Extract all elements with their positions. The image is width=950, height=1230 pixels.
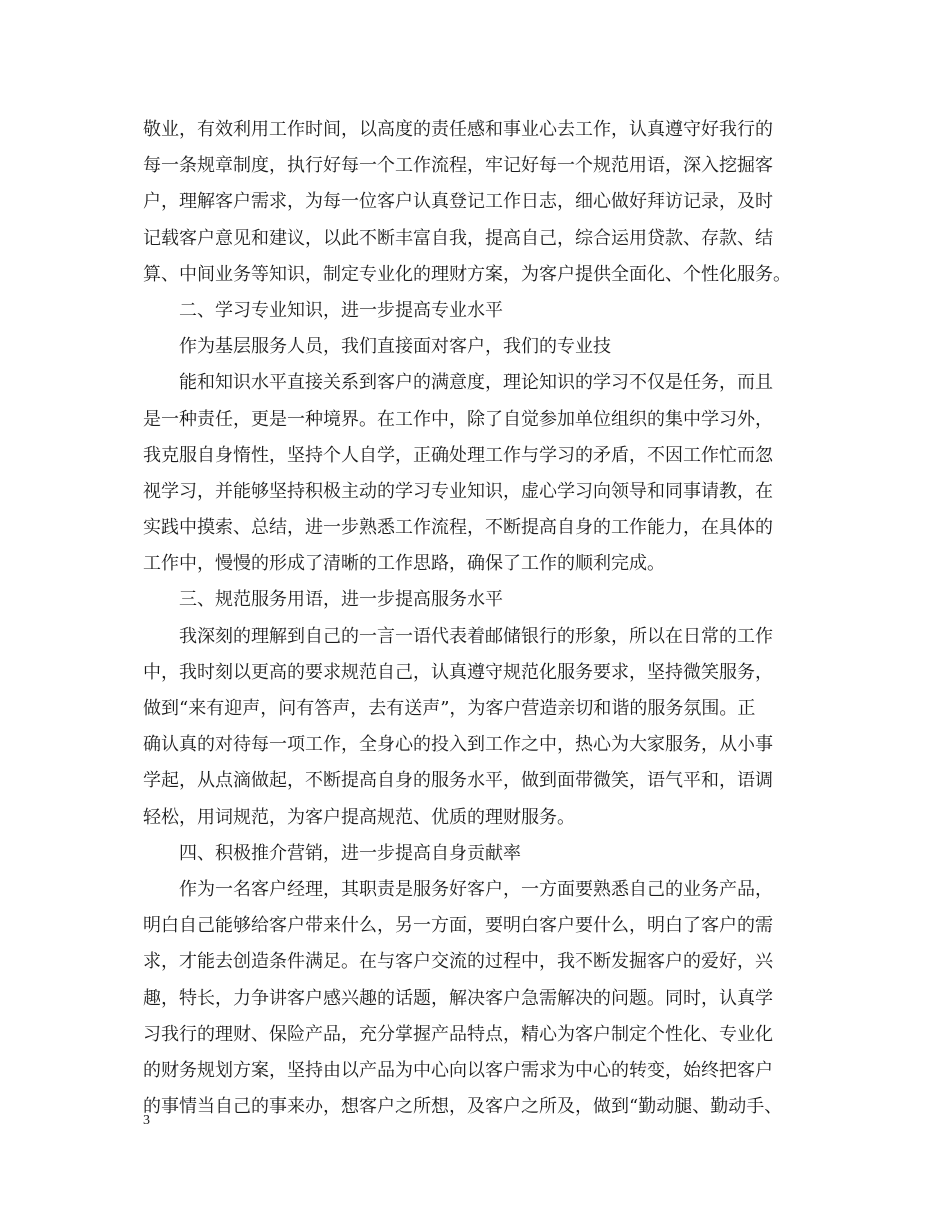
text-line: 作为一名客户经理，其职责是服务好客户，一方面要熟悉自己的业务产品， [179,878,773,900]
text-line: 做到“来有迎声，问有答声，去有送声”，为客户营造亲切和谐的服务氛围。正 [143,698,756,719]
text-line: 实践中摸索、总结，进一步熟悉工作流程，不断提高自身的工作能力，在具体的 [143,517,773,539]
text-line: 的事情当自己的事来办，想客户之所想，及客户之所及，做到“勤动腿、勤动手、 [143,1096,783,1118]
text-line: 中，我时刻以更高的要求规范自己，认真遵守规范化服务要求，坚持微笑服务， [143,661,773,683]
text-line: 每一条规章制度，执行好每一个工作流程，牢记好每一个规范用语，深入挖掘客 [143,155,773,177]
text-line: 求，才能去创造条件满足。在与客户交流的过程中，我不断发掘客户的爱好，兴 [143,951,773,973]
text-line: 明白自己能够给客户带来什么，另一方面，要明白客户要什么，明白了客户的需 [143,915,773,937]
text-line: 趣，特长，力争讲客户感兴趣的话题，解决客户急需解决的问题。同时，认真学 [143,987,773,1009]
page-number: 3 [143,1113,150,1128]
text-line: 习我行的理财、保险产品，充分掌握产品特点，精心为客户制定个性化、专业化 [143,1023,773,1045]
text-line: 四、积极推介营销，进一步提高自身贡献率 [179,842,521,864]
text-line: 工作中，慢慢的形成了清晰的工作思路，确保了工作的顺利完成。 [143,553,665,575]
text-line: 的财务规划方案，坚持由以产品为中心向以客户需求为中心的转变，始终把客户 [143,1059,773,1081]
text-line: 三、规范服务用语，进一步提高服务水平 [179,589,503,611]
text-line: 确认真的对待每一项工作，全身心的投入到工作之中，热心为大家服务，从小事 [143,734,773,756]
text-line: 二、学习专业知识，进一步提高专业水平 [179,299,503,321]
text-line: 能和知识水平直接关系到客户的满意度，理论知识的学习不仅是任务，而且 [179,372,773,394]
text-line: 我深刻的理解到自己的一言一语代表着邮储银行的形象，所以在日常的工作 [179,625,773,647]
text-line: 户，理解客户需求，为每一位客户认真登记工作日志，细心做好拜访记录，及时 [143,191,773,213]
text-line: 作为基层服务人员，我们直接面对客户，我们的专业技 [179,336,611,358]
text-line: 学起，从点滴做起，不断提高自身的服务水平，做到面带微笑，语气平和，语调 [143,770,773,792]
text-line: 算、中间业务等知识，制定专业化的理财方案，为客户提供全面化、个性化服务。 [143,263,791,285]
text-line: 敬业，有效利用工作时间，以高度的责任感和事业心去工作，认真遵守好我行的 [143,119,773,140]
document-body [143,112,809,1125]
text-line: 我克服自身惰性，坚持个人自学，正确处理工作与学习的矛盾，不因工作忙而忽 [143,444,773,466]
text-line: 视学习，并能够坚持积极主动的学习专业知识，虚心学习向领导和同事请教，在 [143,480,773,502]
text-line: 轻松，用词规范，为客户提高规范、优质的理财服务。 [143,806,575,828]
text-line: 是一种责任，更是一种境界。在工作中，除了自觉参加单位组织的集中学习外， [143,408,773,430]
text-line: 记载客户意见和建议，以此不断丰富自我，提高自己，综合运用贷款、存款、结 [143,227,773,249]
